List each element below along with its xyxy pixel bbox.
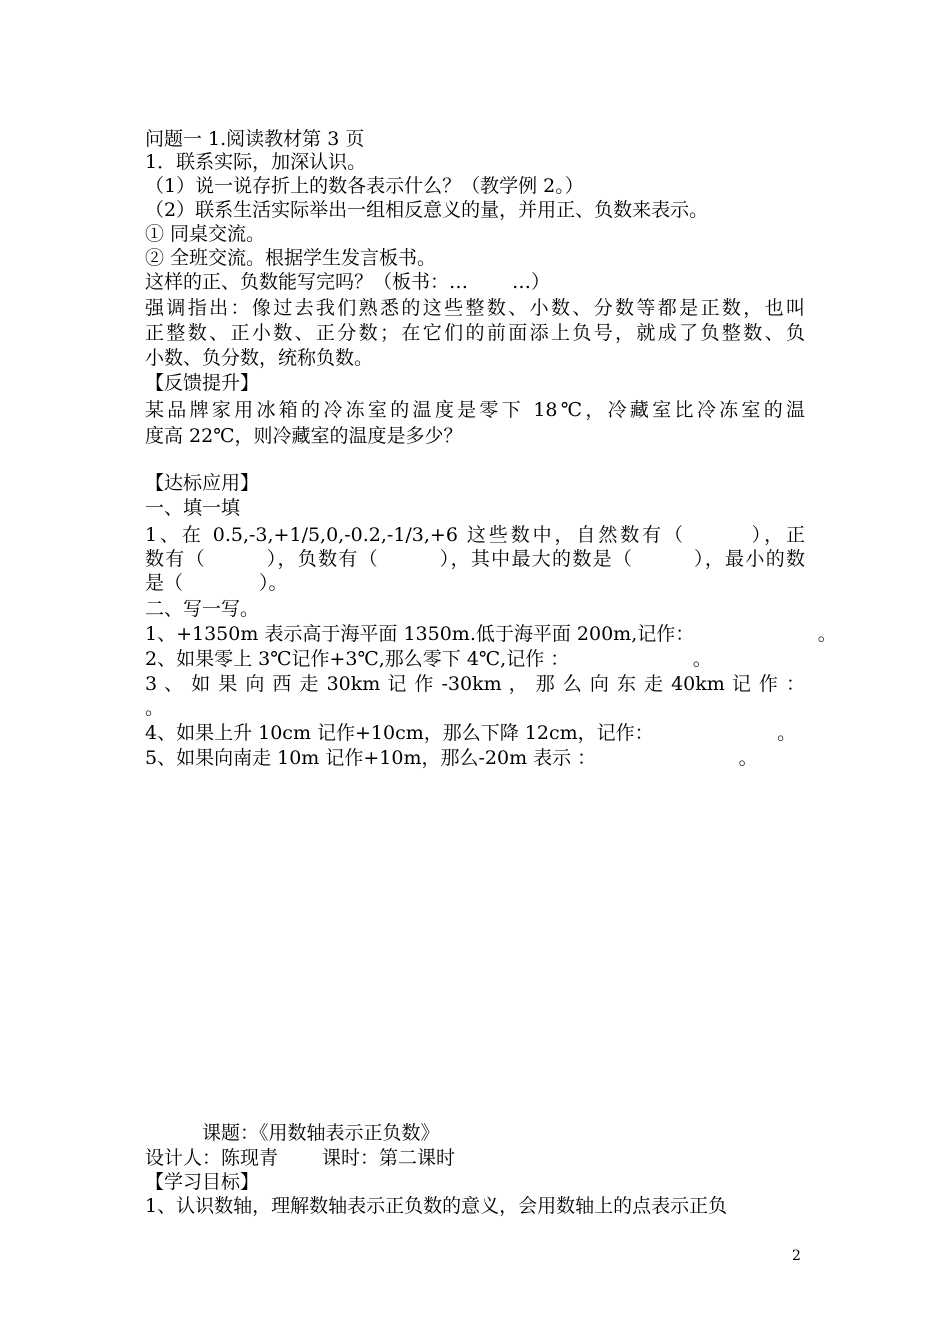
text-line: 数有（ ），负数有（ ），其中最大的数是（ ），最小的数: [145, 548, 805, 570]
text-line: 1、认识数轴，理解数轴表示正负数的意义，会用数轴上的点表示正负: [145, 1195, 728, 1217]
lesson-title: 课题：《用数轴表示正负数》: [145, 1122, 440, 1144]
text-line: 2、如果零上 3℃记作+3℃,那么零下 4℃,记作 ： 。: [145, 648, 712, 670]
text-line: 1．联系实际，加深认识。: [145, 151, 367, 173]
text-line: 二、写一写。: [145, 598, 260, 620]
text-line: 1、+1350m 表示高于海平面 1350m.低于海平面 200m,记作： 。: [145, 623, 837, 645]
text-line: 正整数、正小数、正分数；在它们的前面添上负号，就成了负整数、负: [145, 322, 805, 344]
text-line: （2）联系生活实际举出一组相反意义的量，并用正、负数来表示。: [145, 199, 709, 221]
text-line: （1）说一说存折上的数各表示什么？（教学例 2。）: [145, 175, 584, 197]
text-line: 4、如果上升 10cm 记作+10cm，那么下降 12cm，记作： 。: [145, 722, 797, 744]
section-heading: 【反馈提升】: [145, 372, 260, 394]
text-line: 5、如果向南走 10m 记作+10m，那么-20m 表示 ： 。: [145, 747, 758, 769]
text-line: 1、在 0.5,-3,+1/5,0,-0.2,-1/3,+6 这些数中，自然数有（ ），正: [145, 524, 805, 546]
text-line: 度高 22℃，则冷藏室的温度是多少？: [145, 425, 463, 447]
text-line: 一、填一填: [145, 497, 241, 519]
text-line: 这样的正、负数能写完吗？（板书：… …）: [145, 271, 551, 293]
section-heading: 【达标应用】: [145, 472, 260, 494]
text-line: ① 同桌交流。: [145, 223, 266, 245]
text-line: 。: [145, 697, 165, 719]
text-line: 某品牌家用冰箱的冷冻室的温度是零下 18℃，冷藏室比冷冻室的温: [145, 399, 805, 421]
text-line: 问题一 1.阅读教材第 3 页: [145, 128, 365, 150]
text-line: 小数、负分数，统称负数。: [145, 347, 374, 369]
page-number: 2: [792, 1248, 801, 1264]
text-line: 强调指出：像过去我们熟悉的这些整数、小数、分数等都是正数，也叫: [145, 297, 805, 319]
section-heading: 【学习目标】: [145, 1171, 260, 1193]
text-line: 设计人：陈现青 课时：第二课时: [145, 1147, 456, 1169]
text-line: 是（ ）。: [145, 572, 288, 594]
text-line: 3 、 如 果 向 西 走 30km 记 作 -30km ， 那 么 向 东 走 40km 记 作 ：: [145, 673, 805, 695]
text-line: ② 全班交流。根据学生发言板书。: [145, 247, 437, 269]
